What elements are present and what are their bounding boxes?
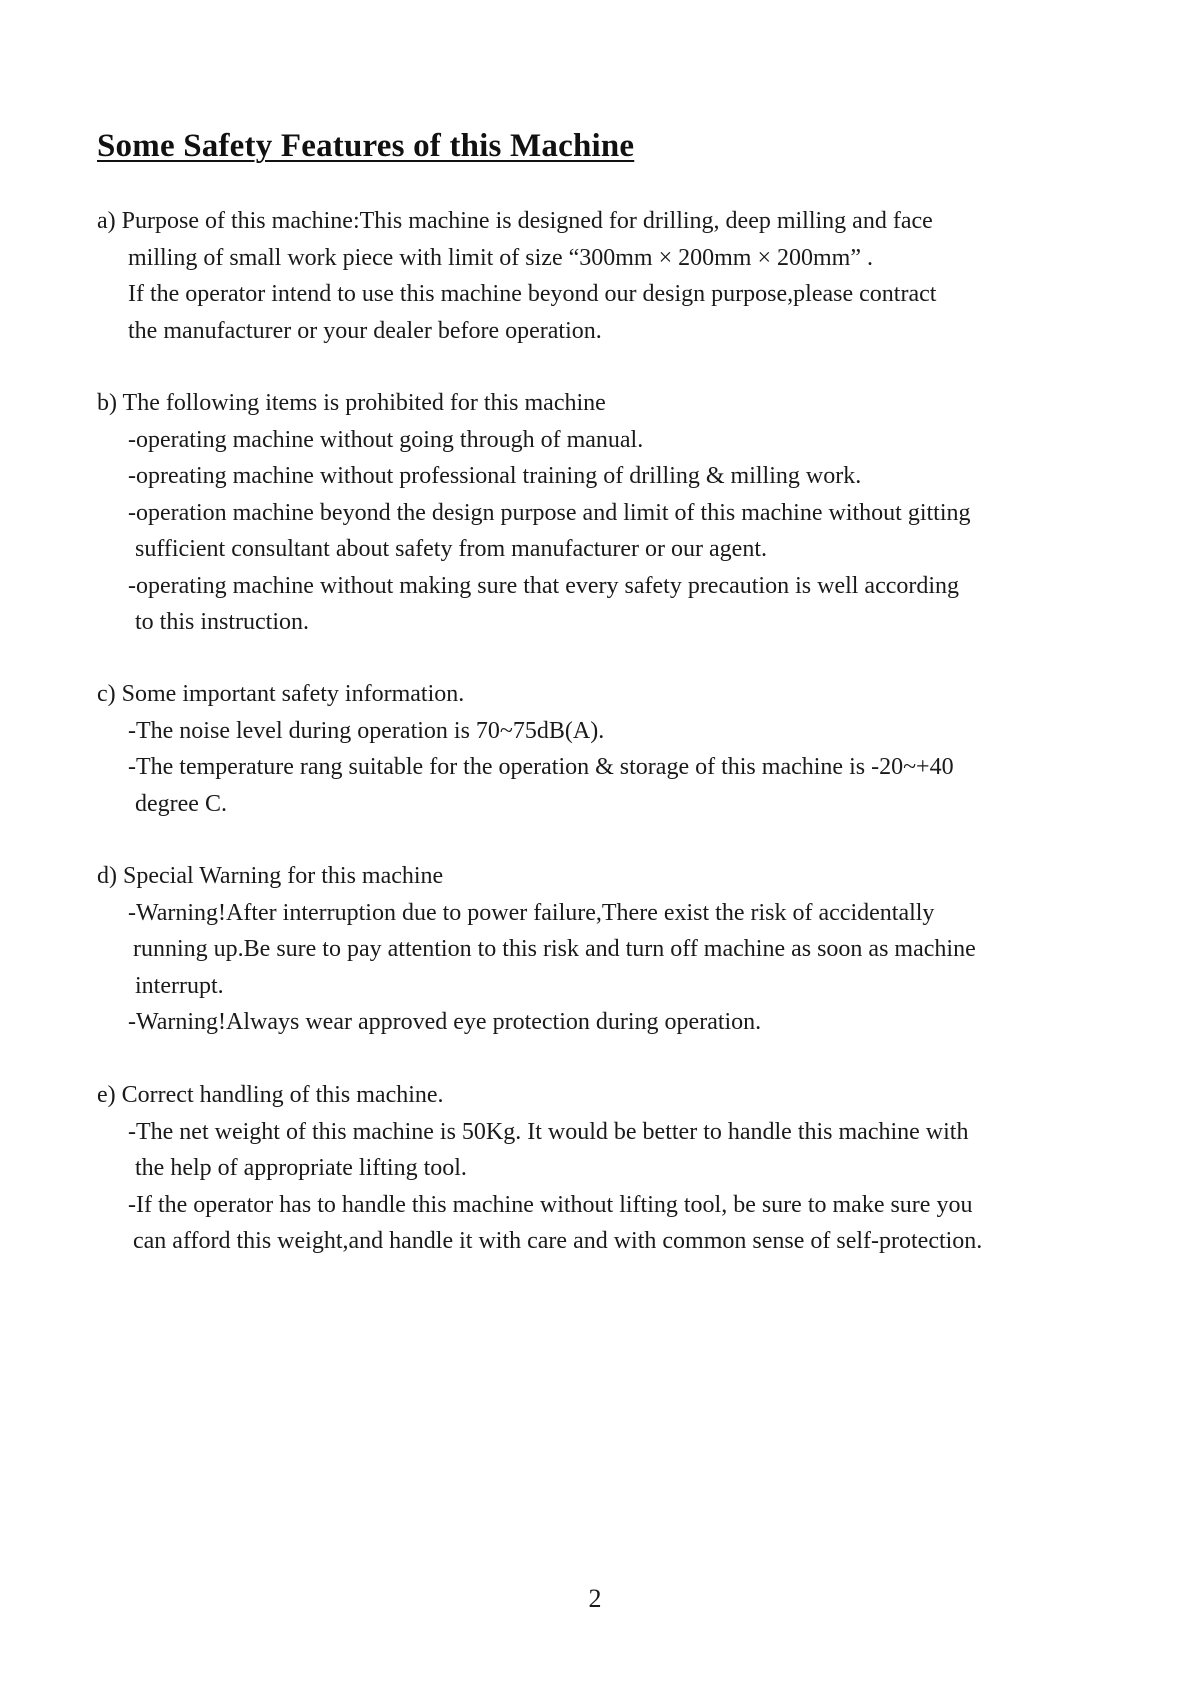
section-c-line: -The noise level during operation is 70~75dB(A). [128, 717, 605, 744]
section-b-line: -operating machine without making sure that every safety precaution is well according [128, 572, 960, 599]
section-b-line: sufficient consultant about safety from manufacturer or our agent. [135, 536, 768, 562]
section-e-line: the help of appropriate lifting tool. [135, 1155, 467, 1181]
section-e-line: can afford this weight,and handle it with care and with common sense of self-protection. [133, 1228, 983, 1254]
section-b-prohibited-items [97, 385, 1137, 641]
page-title: Some Safety Features of this Machine [97, 128, 635, 164]
section-e-line: -The net weight of this machine is 50Kg. It would be better to handle this machine with [128, 1118, 969, 1145]
section-b-line: -opreating machine without professional training of drilling & milling work. [128, 463, 862, 489]
section-d-line: -Warning!After interruption due to power failure,There exist the risk of accidentally [128, 899, 935, 926]
section-b-line: -operating machine without going through of manual. [128, 426, 644, 453]
section-a-line: a) Purpose of this machine:This machine is designed for drilling, deep milling and face [97, 208, 933, 234]
section-a-line: If the operator intend to use this machine beyond our design purpose,please contract [128, 281, 937, 307]
section-b-line: -operation machine beyond the design purpose and limit of this machine without gitting [128, 499, 971, 526]
section-a-line: milling of small work piece with limit of size “300mm × 200mm × 200mm” . [128, 244, 873, 271]
section-d-line: interrupt. [135, 972, 224, 999]
section-d-line: d) Special Warning for this machine [97, 863, 444, 889]
section-a-line: the manufacturer or your dealer before operation. [128, 317, 602, 344]
section-c-safety-information [97, 676, 1137, 822]
section-d-special-warning [97, 858, 1137, 1041]
section-d-line: running up.Be sure to pay attention to this risk and turn off machine as soon as machine [133, 936, 976, 962]
section-e-line: -If the operator has to handle this machine without lifting tool, be sure to make sure you [128, 1191, 973, 1218]
section-d-line: -Warning!Always wear approved eye protection during operation. [128, 1009, 762, 1035]
section-e-line: e) Correct handling of this machine. [97, 1082, 444, 1108]
section-c-line: -The temperature rang suitable for the operation & storage of this machine is -20~+40 [128, 754, 954, 780]
page-number: 2 [588, 1584, 602, 1613]
section-b-line: to this instruction. [135, 609, 309, 635]
section-a-purpose [97, 203, 1137, 349]
section-e-correct-handling [97, 1077, 1137, 1260]
section-c-line: c) Some important safety information. [97, 681, 465, 707]
section-c-line: degree C. [135, 790, 227, 817]
section-b-line: b) The following items is prohibited for this machine [97, 390, 606, 416]
